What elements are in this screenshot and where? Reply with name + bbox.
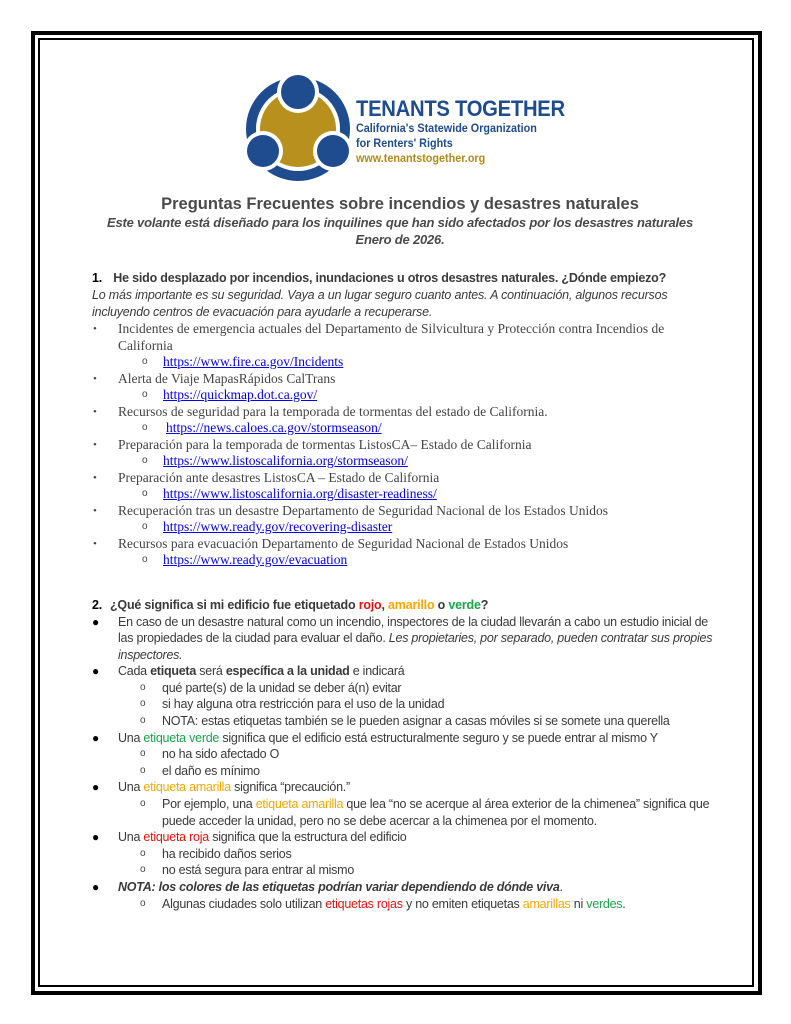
sub-item-text: Por ejemplo, una bbox=[162, 797, 256, 812]
faq-item-inspection bbox=[80, 614, 720, 664]
faq-item-green-tag bbox=[80, 730, 720, 780]
question-1-intro: Lo más importante es su seguridad. Vaya a un lugar seguro cuanto antes. A continuación, algunos recursos incluyendo centros de evacuación para ayudarle a recuperarse. bbox=[92, 288, 668, 319]
bullet-icon: • bbox=[93, 372, 97, 385]
resource-link-row bbox=[118, 420, 720, 437]
amber-tag-label: etiqueta amarilla bbox=[255, 797, 344, 812]
hollow-bullet-icon: o bbox=[140, 897, 146, 909]
bullet-icon: ● bbox=[92, 730, 99, 745]
tag-red-label: rojo bbox=[358, 597, 382, 612]
sub-item bbox=[80, 846, 720, 863]
red-tag-label: etiqueta roja bbox=[143, 830, 209, 845]
document-title: Preguntas Frecuentes sobre incendios y desastres naturales bbox=[161, 195, 639, 213]
faq-text: significa que la estructura del edificio bbox=[208, 830, 407, 845]
logo-tagline-2: for Renters' Rights bbox=[356, 136, 453, 150]
faq-item-label-specific bbox=[80, 663, 720, 729]
question-number: 2. bbox=[92, 597, 103, 612]
faq-text: Una bbox=[118, 830, 144, 845]
faq-text: será bbox=[196, 664, 226, 679]
resource-item bbox=[80, 371, 720, 404]
red-tag-label: etiquetas rojas bbox=[325, 896, 403, 911]
green-tag-label: etiqueta verde bbox=[143, 730, 220, 745]
resource-label: Alerta de Viaje MapasRápidos CalTrans bbox=[118, 370, 336, 386]
sub-item bbox=[80, 680, 720, 697]
green-tag-label: verdes bbox=[586, 896, 623, 911]
bullet-icon: • bbox=[93, 438, 97, 451]
resource-label: Preparación ante desastres ListosCA – Estado de California bbox=[118, 469, 440, 485]
resource-item bbox=[80, 536, 720, 569]
resource-item bbox=[80, 404, 720, 437]
tag-amber-label: amarillo bbox=[388, 597, 435, 612]
resource-label: Recursos de seguridad para la temporada de tormentas del estado de California. bbox=[118, 403, 548, 419]
faq-text: significa que el edificio está estructuralmente seguro y se puede entrar al mismo Y bbox=[219, 730, 658, 745]
bullet-icon: • bbox=[93, 504, 97, 517]
sub-item bbox=[80, 713, 720, 730]
flyer-page bbox=[80, 60, 720, 912]
faq-bold-text: etiqueta bbox=[150, 664, 197, 679]
sub-item bbox=[80, 862, 720, 879]
hollow-bullet-icon: o bbox=[142, 389, 148, 400]
sub-item-text: NOTA: estas etiquetas también se le pueden asignar a casas móviles si se somete una querella bbox=[162, 714, 670, 729]
resource-item bbox=[80, 503, 720, 536]
hollow-bullet-icon: o bbox=[142, 356, 148, 367]
sub-item bbox=[80, 763, 720, 780]
sub-item-text: el daño es mínimo bbox=[162, 763, 260, 778]
resource-item bbox=[80, 470, 720, 503]
bullet-icon: • bbox=[93, 405, 97, 418]
faq-text: e indicará bbox=[349, 664, 405, 679]
punctuation: . bbox=[622, 896, 626, 911]
question-1 bbox=[80, 270, 720, 287]
faq-text: Cada bbox=[118, 664, 151, 679]
bullet-icon: ● bbox=[92, 614, 99, 629]
hollow-bullet-icon: o bbox=[140, 748, 146, 760]
hollow-bullet-icon: o bbox=[142, 521, 148, 532]
faq-text: significa “precaución.” bbox=[230, 780, 350, 795]
conjunction: o bbox=[434, 597, 449, 612]
faq-item-color-note bbox=[80, 879, 720, 912]
hollow-bullet-icon: o bbox=[142, 554, 148, 565]
resource-item bbox=[80, 437, 720, 470]
hollow-bullet-icon: o bbox=[140, 764, 146, 776]
sub-item-text: que lea “no se acerque al área exterior de la chimenea” significa que puede acceder la unidad, pero no se debe acercar a la chimenea por el momento. bbox=[162, 797, 710, 828]
hollow-bullet-icon: o bbox=[142, 422, 148, 433]
faq-bold-text: específica a la unidad bbox=[225, 664, 350, 679]
resource-label: Recuperación tras un desastre Departamento de Seguridad Nacional de los Estados Unidos bbox=[118, 502, 608, 518]
logo-tagline-1: California's Statewide Organization bbox=[356, 121, 537, 135]
bullet-icon: • bbox=[93, 537, 97, 550]
faq-text: Una bbox=[118, 780, 144, 795]
resource-link[interactable]: https://www.listoscalifornia.org/disaster-readiness/ bbox=[163, 486, 437, 501]
bullet-icon: ● bbox=[92, 780, 99, 795]
sub-item bbox=[80, 796, 720, 829]
amber-tag-label: amarillas bbox=[522, 896, 571, 911]
question-text: ¿Qué significa si mi edificio fue etiquetado bbox=[110, 597, 359, 612]
resource-link-row bbox=[118, 453, 720, 470]
punctuation: ? bbox=[480, 597, 489, 612]
sub-item-text: no ha sido afectado O bbox=[162, 747, 280, 762]
sub-item-text: qué parte(s) de la unidad se deber á(n) evitar bbox=[162, 680, 402, 695]
resource-link-row bbox=[118, 552, 720, 569]
question-number: 1. bbox=[92, 271, 103, 285]
hollow-bullet-icon: o bbox=[140, 798, 146, 810]
sub-item-text: Algunas ciudades solo utilizan bbox=[162, 896, 326, 911]
bullet-icon: ● bbox=[92, 830, 99, 845]
sub-item bbox=[80, 746, 720, 763]
tenants-together-logo bbox=[243, 72, 720, 187]
resource-label: Preparación para la temporada de tormentas ListosCA– Estado de California bbox=[118, 436, 532, 452]
sub-item bbox=[80, 696, 720, 713]
resource-link[interactable]: https://www.fire.ca.gov/Incidents bbox=[163, 354, 344, 369]
question-2 bbox=[80, 597, 720, 614]
resource-link[interactable]: https://quickmap.dot.ca.gov/ bbox=[163, 387, 318, 402]
resource-link[interactable]: https://www.listoscalifornia.org/stormseason/ bbox=[163, 453, 408, 468]
resource-item bbox=[80, 321, 720, 371]
bullet-icon: ● bbox=[92, 664, 99, 679]
bullet-icon: • bbox=[93, 471, 97, 484]
sub-item-text: si hay alguna otra restricción para el uso de la unidad bbox=[162, 697, 445, 712]
hollow-bullet-icon: o bbox=[140, 864, 146, 876]
resource-link[interactable]: https://news.caloes.ca.gov/stormseason/ bbox=[166, 420, 382, 435]
hollow-bullet-icon: o bbox=[140, 698, 146, 710]
question-text: He sido desplazado por incendios, inundaciones u otros desastres naturales. ¿Dónde empiezo? bbox=[113, 271, 667, 285]
bullet-icon: ● bbox=[92, 880, 99, 894]
logo-org-name: TENANTS TOGETHER bbox=[356, 96, 565, 121]
bullet-icon: • bbox=[93, 323, 97, 335]
document-date: Enero de 2026. bbox=[355, 232, 445, 247]
punctuation: . bbox=[559, 880, 563, 894]
hollow-bullet-icon: o bbox=[140, 681, 146, 693]
faq-italic-text: Les propietaries, por separado, pueden contratar sus propies inspectores. bbox=[118, 631, 713, 662]
hollow-bullet-icon: o bbox=[140, 847, 146, 859]
sub-item-text: y no emiten etiquetas bbox=[402, 896, 523, 911]
punctuation: , bbox=[381, 597, 389, 612]
resource-link[interactable]: https://www.ready.gov/evacuation bbox=[163, 552, 348, 567]
sub-item-text: ha recibido daños serios bbox=[162, 846, 292, 861]
resource-link-row bbox=[118, 519, 720, 536]
faq-text: En caso de un desastre natural como un incendio, inspectores de la ciudad llevarán a cabo un estudio inicial de las propiedades de la ciudad para evaluar el daño. bbox=[118, 614, 709, 646]
hollow-bullet-icon: o bbox=[142, 488, 148, 499]
logo-website: www.tenantstogether.org bbox=[356, 151, 486, 165]
resource-label: Incidentes de emergencia actuales del Departamento de Silvicultura y Protección contra Incendios de California bbox=[118, 321, 665, 353]
logo-emblem-icon bbox=[243, 72, 353, 182]
sub-item-text: ni bbox=[570, 896, 587, 911]
faq-list bbox=[80, 614, 720, 913]
note-text: NOTA: los colores de las etiquetas podrían variar dependiendo de dónde viva bbox=[118, 880, 560, 894]
resource-link-row bbox=[118, 486, 720, 503]
hollow-bullet-icon: o bbox=[140, 715, 146, 727]
tag-green-label: verde bbox=[448, 597, 481, 612]
faq-item-amber-tag bbox=[80, 779, 720, 829]
document-subtitle: Este volante está diseñado para los inquilines que han sido afectados por los desastres naturales bbox=[106, 215, 693, 230]
resource-link[interactable]: https://www.ready.gov/recovering-disaster bbox=[163, 519, 393, 534]
sub-item-text: no está segura para entrar al mismo bbox=[162, 863, 355, 878]
resource-list bbox=[80, 321, 720, 569]
faq-item-red-tag bbox=[80, 829, 720, 879]
sub-item bbox=[80, 896, 720, 913]
resource-link-row bbox=[118, 387, 720, 404]
resource-label: Recursos para evacuación Departamento de Seguridad Nacional de Estados Unidos bbox=[118, 535, 569, 551]
amber-tag-label: etiqueta amarilla bbox=[143, 780, 231, 795]
faq-text: Una bbox=[118, 730, 144, 745]
hollow-bullet-icon: o bbox=[142, 455, 148, 466]
resource-link-row bbox=[118, 354, 720, 371]
